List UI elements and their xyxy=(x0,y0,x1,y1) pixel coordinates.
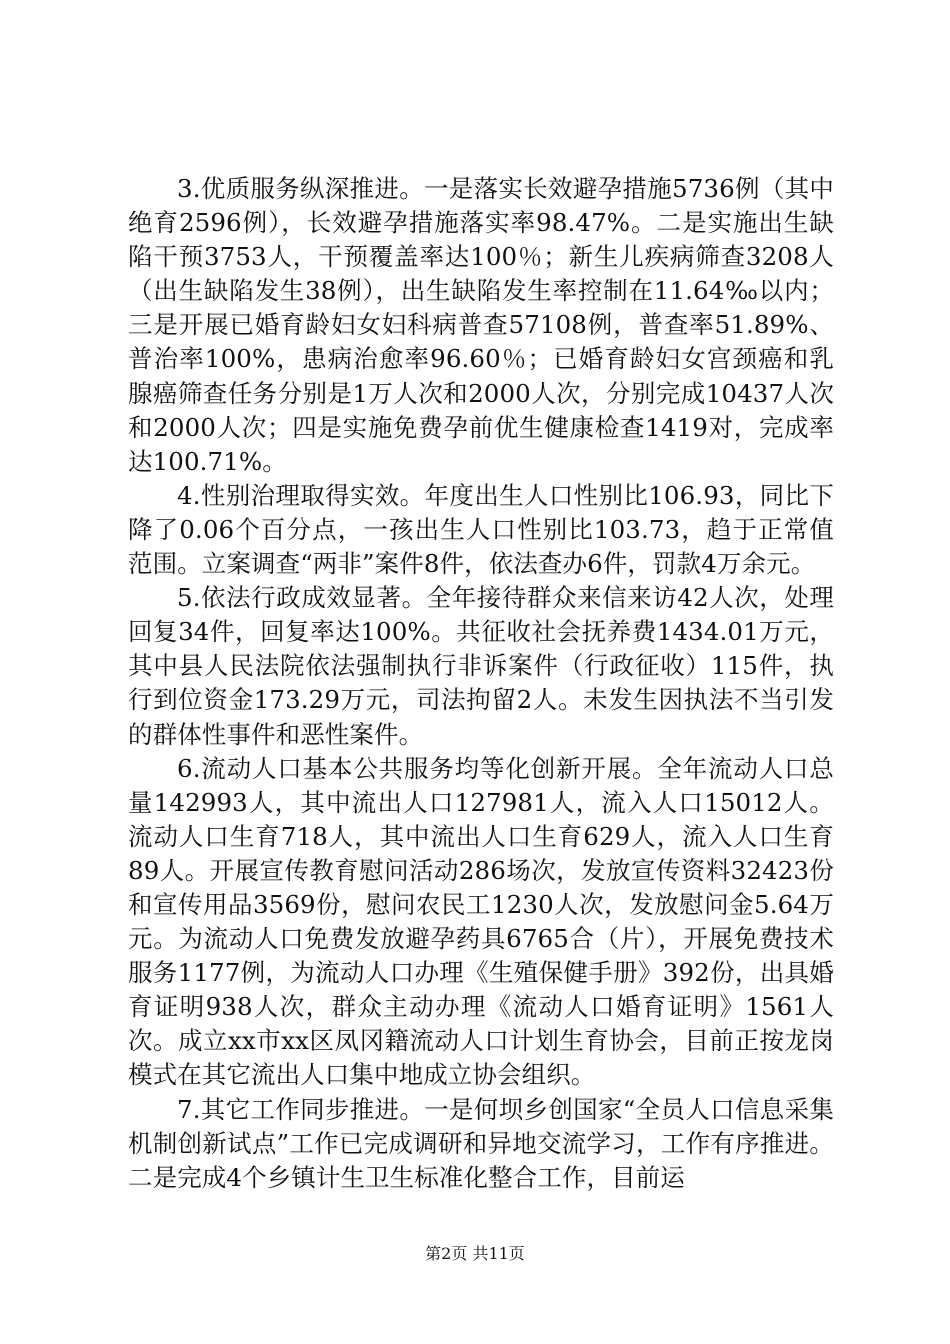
page-footer: 第2页 共11页 xyxy=(425,1244,525,1263)
paragraph-other-work: 7.其它工作同步推进。一是何坝乡创国家“全员人口信息采集机制创新试点”工作已完成调研和异地交流学习，工作有序推进。二是完成4个乡镇计生卫生标准化整合工作，目前运 xyxy=(128,1094,834,1192)
paragraph-quality-service: 3.优质服务纵深推进。一是落实长效避孕措施5736例（其中绝育2596例），长效避孕措施落实率98.47%。二是实施出生缺陷干预3753人，干预覆盖率达100％；新生儿疾病筛查3208人（出生缺陷发生38例），出生缺陷发生率控制在11.64‰以内；三是开展已婚育龄妇女妇科病普查57108例，普查率51.89%、普治率100%，患病治愈率96.60％；已婚育龄妇女宫颈癌和乳腺癌筛查任务分别是1万人次和2000人次，分别完成10437人次和2000人次；四是实施免费孕前优生健康检查1419对，完成率达100.71%。 xyxy=(128,174,834,476)
paragraph-law-administration: 5.依法行政成效显著。全年接待群众来信来访42人次，处理回复34件，回复率达100%。共征收社会抚养费1434.01万元，其中县人民法院依法强制执行非诉案件（行政征收）115件，执行到位资金173.29万元，司法拘留2人。未发生因执法不当引发的群体性事件和恶性案件。 xyxy=(128,583,834,749)
paragraph-gender-governance: 4.性别治理取得实效。年度出生人口性别比106.93，同比下降了0.06个百分点，一孩出生人口性别比103.73，趋于正常值范围。立案调查“两非”案件8件，依法查办6件，罚款4万余元。 xyxy=(128,480,834,579)
document-body xyxy=(128,172,834,1195)
paragraph-floating-population: 6.流动人口基本公共服务均等化创新开展。全年流动人口总量142993人，其中流出人口127981人，流入人口15012人。流动人口生育718人，其中流出人口生育629人，流入人口生育89人。开展宣传教育慰问活动286场次，发放宣传资料32423份和宣传用品3569份，慰问农民工1230人次，发放慰问金5.64万元。为流动人口免费发放避孕药具6765合（片），开展免费技术服务1177例，为流动人口办理《生殖保健手册》392份，出具婚育证明938人次，群众主动办理《流动人口婚育证明》1561人次。成立xx市xx区凤冈籍流动人口计划生育协会，目前正按龙岗模式在其它流出人口集中地成立协会组织。 xyxy=(128,753,834,1090)
